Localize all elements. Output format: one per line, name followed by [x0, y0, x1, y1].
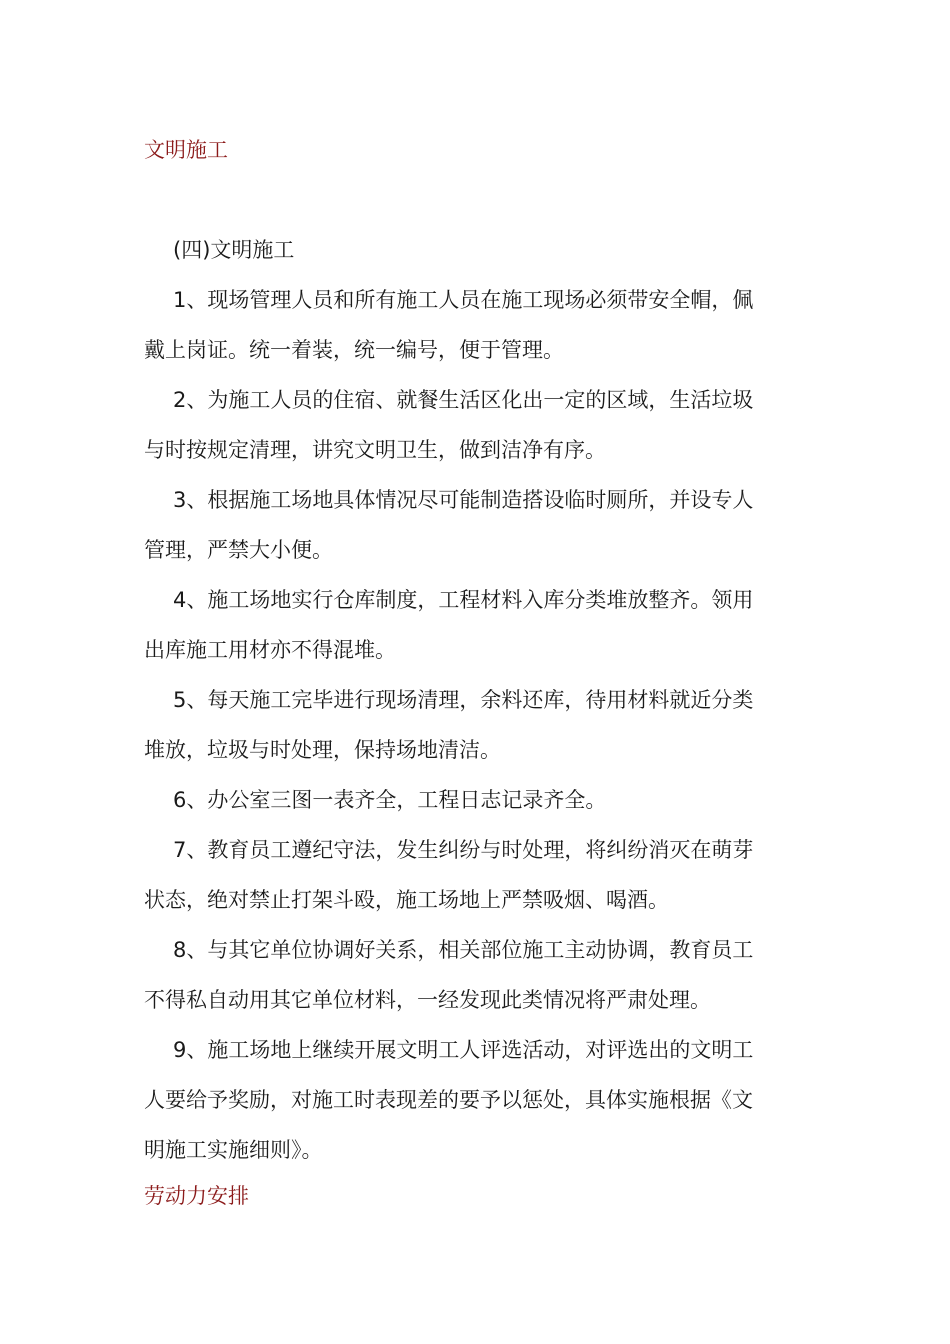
text-line: 6、办公室三图一表齐全，工程日志记录齐全。 — [173, 788, 607, 812]
text-line: 与时按规定清理，讲究文明卫生，做到洁净有序。 — [144, 438, 606, 462]
text-line: 5、每天施工完毕进行现场清理，余料还库，待用材料就近分类 — [173, 688, 754, 712]
text-line: 人要给予奖励，对施工时表现差的要予以惩处，具体实施根据《文 — [144, 1088, 753, 1112]
text-line: 堆放，垃圾与时处理，保持场地清洁。 — [144, 738, 501, 762]
text-line: 2、为施工人员的住宿、就餐生活区化出一定的区域，生活垃圾 — [173, 388, 754, 412]
text-line: 戴上岗证。统一着装，统一编号，便于管理。 — [144, 338, 564, 362]
text-line: 管理，严禁大小便。 — [144, 538, 333, 562]
text-line: 3、根据施工场地具体情况尽可能制造搭设临时厕所，并设专人 — [173, 488, 754, 512]
text-line: 9、施工场地上继续开展文明工人评选活动，对评选出的文明工 — [173, 1038, 754, 1062]
text-line: 1、现场管理人员和所有施工人员在施工现场必须带安全帽，佩 — [173, 288, 754, 312]
text-line: 8、与其它单位协调好关系，相关部位施工主动协调，教育员工 — [173, 938, 754, 962]
paragraph-lines — [144, 282, 794, 1182]
text-line: 出库施工用材亦不得混堆。 — [144, 638, 396, 662]
body-text — [144, 232, 794, 1182]
text-line: 状态，绝对禁止打架斗殴，施工场地上严禁吸烟、喝酒。 — [144, 888, 669, 912]
text-line: 不得私自动用其它单位材料，一经发现此类情况将严肃处理。 — [144, 988, 711, 1012]
section-heading-laodongli-anpai: 劳动力安排 — [144, 1184, 249, 1208]
text-line: 4、施工场地实行仓库制度，工程材料入库分类堆放整齐。领用 — [173, 588, 754, 612]
text-line: 明施工实施细则》。 — [144, 1138, 323, 1162]
section-heading-wenming-shigong: 文明施工 — [144, 138, 228, 162]
text-line: 7、教育员工遵纪守法，发生纠纷与时处理，将纠纷消灭在萌芽 — [173, 838, 754, 862]
subheading: (四)文明施工 — [173, 238, 295, 262]
